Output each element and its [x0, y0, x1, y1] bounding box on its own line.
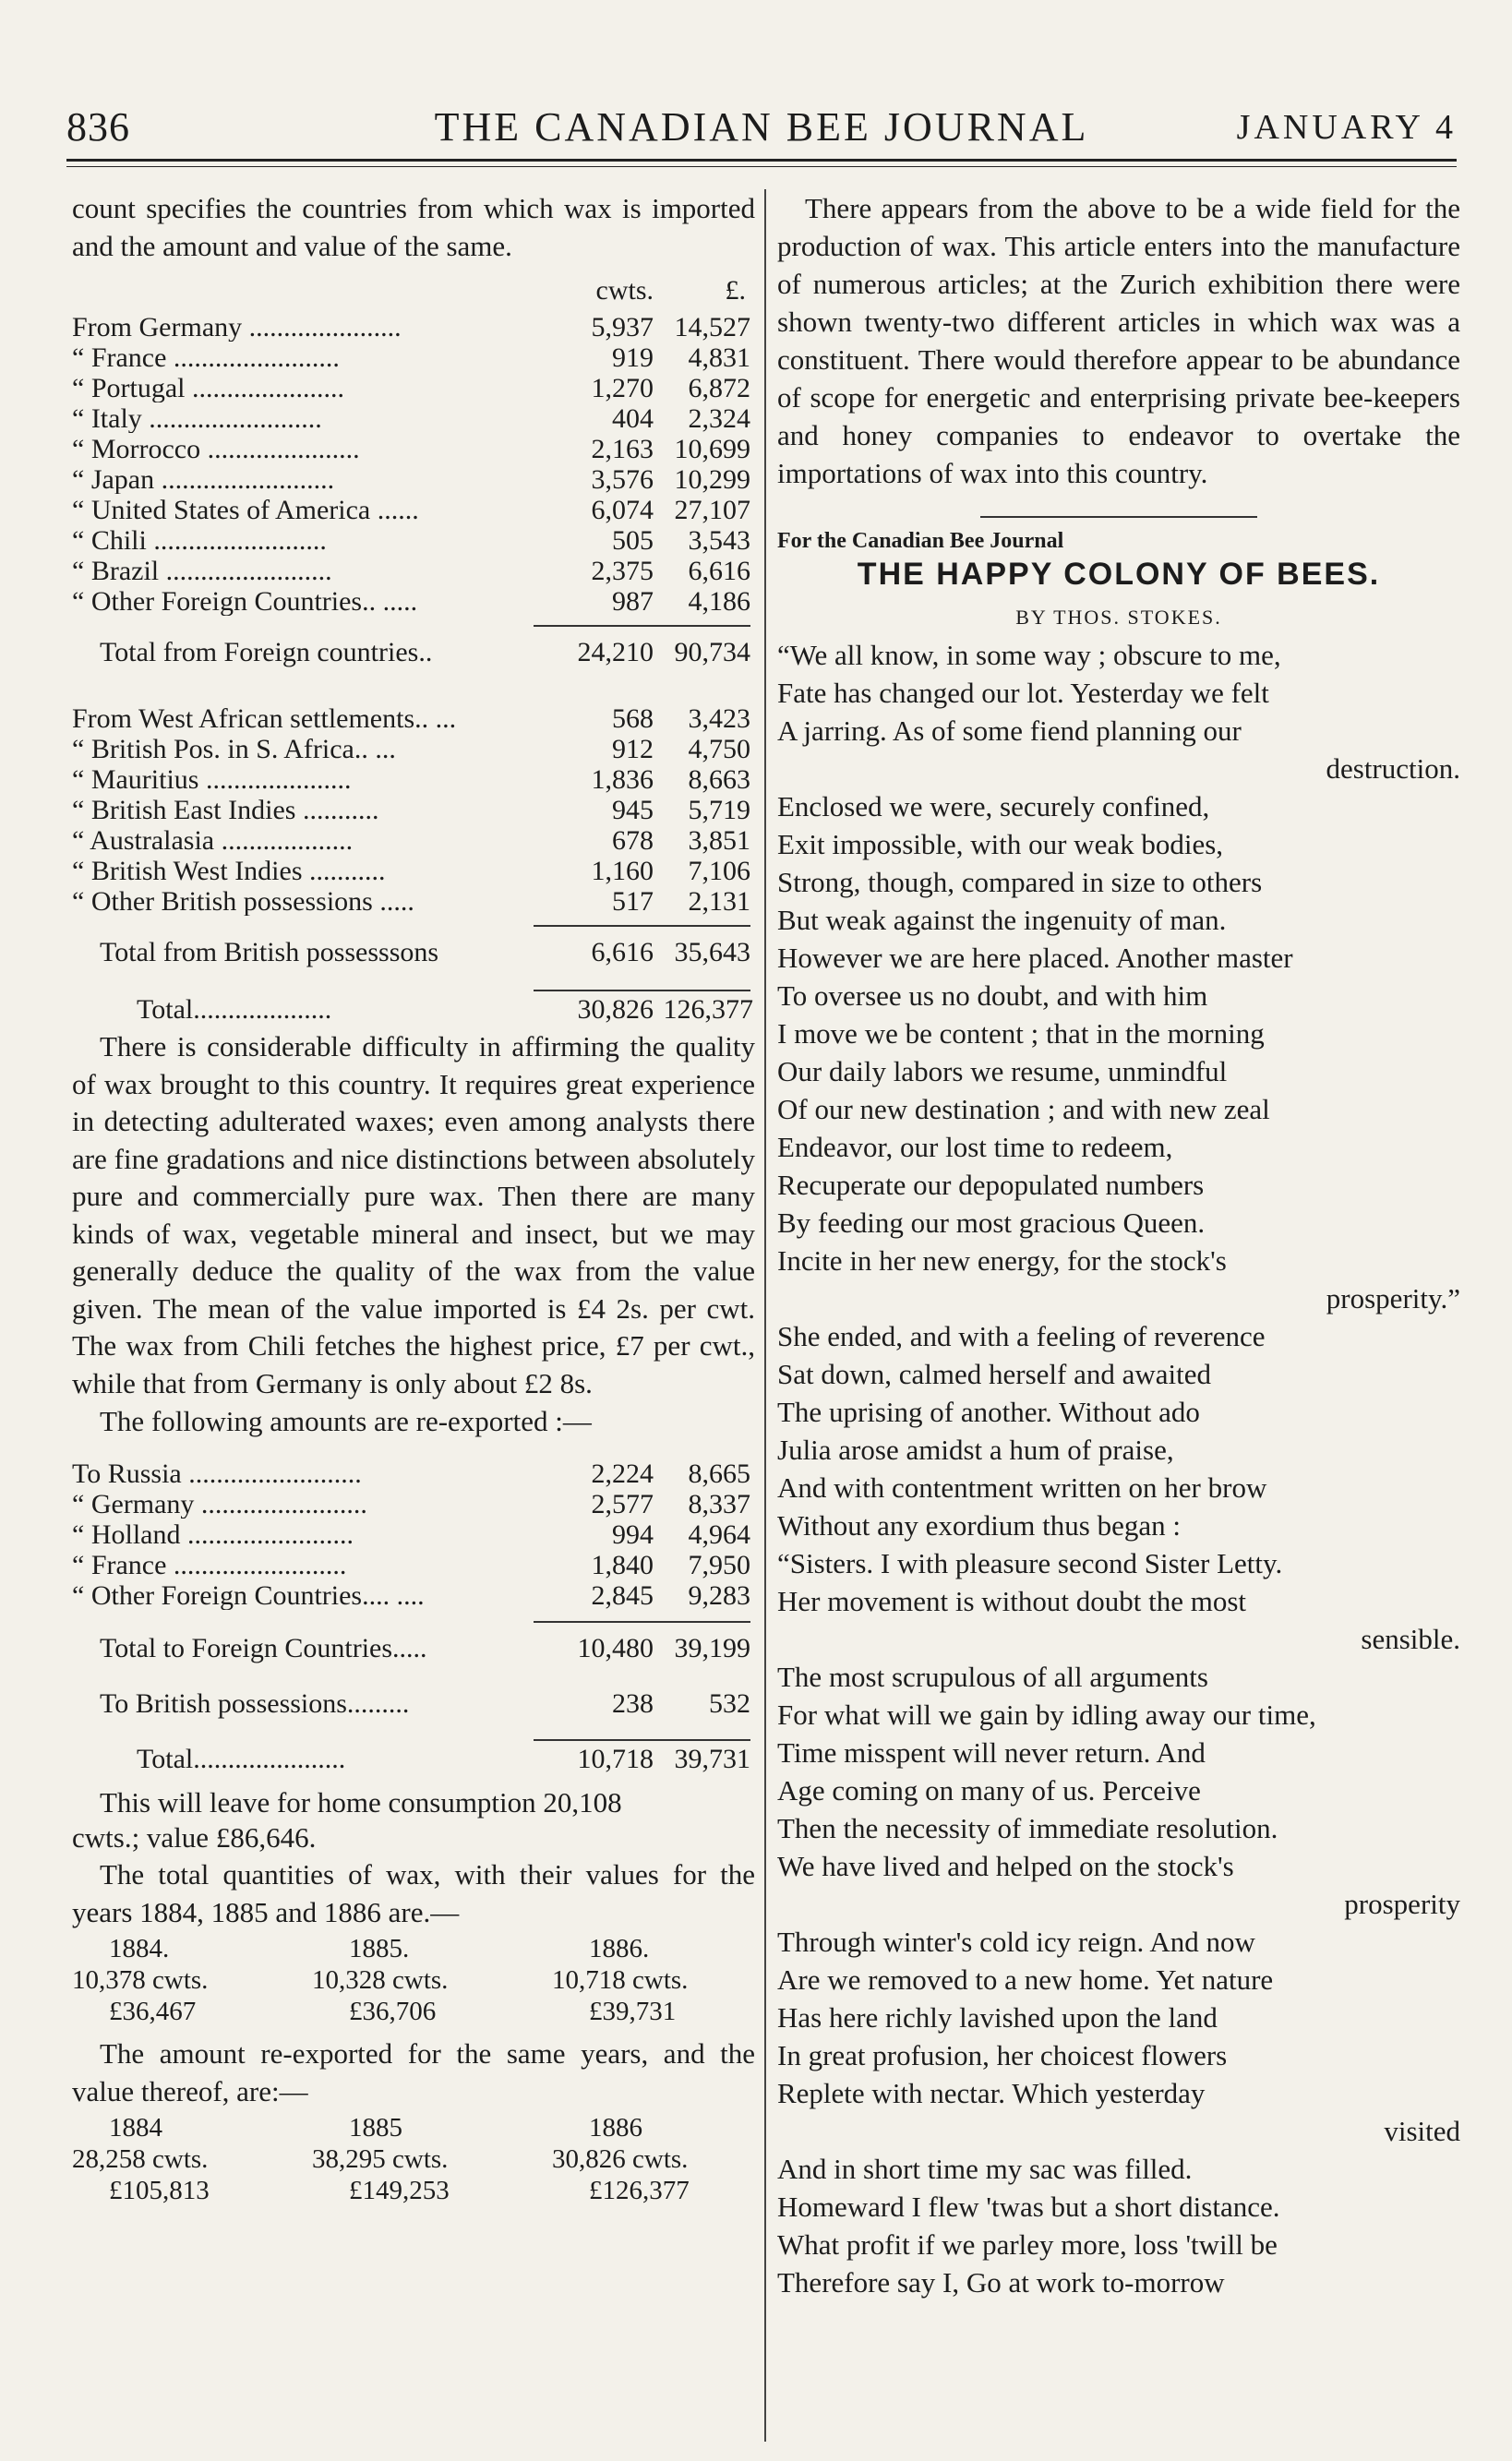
table-row [72, 887, 755, 918]
row-label: “ Portugal ...................... [72, 374, 344, 402]
row-value: 27,107 [674, 495, 750, 525]
header-rule-thin [66, 166, 1457, 167]
total-value: 39,199 [674, 1633, 750, 1663]
poem-line: Therefore say I, Go at work to-morrow [777, 2266, 1225, 2299]
poem-line: Then the necessity of immediate resolution. [777, 1812, 1278, 1844]
british-label: To British possessions......... [100, 1688, 410, 1719]
poem-line: prosperity [1344, 1888, 1460, 1920]
table-row [72, 1459, 755, 1490]
table-row [72, 313, 755, 343]
poem-line: Her movement is without doubt the most [777, 1585, 1247, 1617]
reexport-total-value: 39,731 [674, 1744, 750, 1774]
total-cwts: 10,480 [577, 1633, 654, 1663]
row-label: From Germany ...................... [72, 313, 402, 342]
article-title: THE HAPPY COLONY OF BEES. [857, 557, 1381, 592]
year-cwts: 10,378 cwts. [72, 1965, 209, 1995]
row-value: 6,872 [688, 373, 750, 403]
row-label: “ Chili ......................... [72, 526, 327, 555]
year-value: £105,813 [109, 2176, 210, 2205]
row-value: 7,106 [688, 856, 750, 886]
table-row [72, 1581, 755, 1612]
poem-line: prosperity.” [1326, 1282, 1460, 1315]
journal-title: THE CANADIAN BEE JOURNAL [434, 104, 1089, 150]
year-year: 1884 [109, 2113, 162, 2143]
year-value: £36,467 [109, 1997, 197, 2026]
poem-line: By feeding our most gracious Queen. [777, 1206, 1206, 1239]
poem-line: Time misspent will never return. And [777, 1736, 1206, 1769]
row-label: To Russia ......................... [72, 1459, 362, 1488]
poem-line: Sat down, calmed herself and awaited [777, 1358, 1211, 1390]
table-row [72, 1490, 755, 1520]
british-total-row [72, 938, 755, 990]
row-cwts: 3,576 [591, 464, 654, 495]
total-cwts: 24,210 [577, 637, 654, 667]
row-cwts: 987 [612, 586, 654, 617]
row-cwts: 1,836 [591, 764, 654, 795]
table-row [72, 796, 755, 826]
header-rule [66, 159, 1457, 162]
row-cwts: 1,270 [591, 373, 654, 403]
row-label: “ France ......................... [72, 1551, 347, 1579]
table-row [72, 465, 755, 496]
poem-line: Has here richly lavished upon the land [777, 2001, 1218, 2034]
quality-paragraph: There is considerable difficulty in affirming the quality of wax brought to this country. It requires great experience in detecting adulterated waxes; even among analysts there are fine gradations and nice distinctions between absolutely pure and commercially pure wax. Then there are many kinds of wax, vegetable mineral and insect, but we may generally deduce the quality of the wax from the value given. The mean of the value imported is £4 2s. per cwt. The wax from Chili fetches the highest price, £7 per cwt., while that from Germany is only about £2 8s. [72, 1030, 755, 1399]
table-row [72, 704, 755, 735]
grand-total-label: Total.................... [137, 994, 332, 1025]
row-value: 2,324 [688, 403, 750, 434]
table-row [72, 404, 755, 435]
total-rule [534, 1739, 750, 1741]
reexport-total-label: Total...................... [137, 1744, 346, 1774]
years-quantities [72, 1933, 755, 2035]
british-value: 532 [709, 1688, 750, 1719]
poem-line: destruction. [1326, 752, 1460, 785]
table-row [72, 374, 755, 404]
import-british-table [72, 704, 755, 918]
year-cwts: 38,295 cwts. [312, 2144, 449, 2174]
row-value: 4,831 [688, 342, 750, 373]
row-label: From West African settlements.. ... [72, 704, 457, 733]
poem-line: Through winter's cold icy reign. And now [777, 1926, 1255, 1958]
poem-line: visited [1384, 2115, 1460, 2147]
poem-line: Julia arose amidst a hum of praise, [777, 1434, 1174, 1466]
reexport-total-row [72, 1745, 755, 1783]
total-rule [534, 625, 750, 627]
row-label: “ Other Foreign Countries.... .... [72, 1581, 425, 1610]
row-value: 3,543 [688, 525, 750, 556]
poem-line: Our daily labors we resume, unmindful [777, 1055, 1228, 1087]
row-label: “ Other British possessions ..... [72, 887, 414, 916]
poem-line: We have lived and helped on the stock's [777, 1850, 1234, 1882]
row-value: 4,186 [688, 586, 750, 617]
year-value: £39,731 [589, 1997, 677, 2026]
grand-total-value: 126,377 [663, 994, 753, 1025]
table-row [72, 435, 755, 465]
table-row [72, 587, 755, 618]
home-consumption-line2: cwts.; value £86,646. [72, 1821, 317, 1854]
poem-line: But weak against the ingenuity of man. [777, 904, 1227, 936]
row-cwts: 2,163 [591, 434, 654, 464]
page-number: 836 [66, 104, 130, 150]
foreign-total-row [72, 638, 755, 684]
row-cwts: 912 [612, 734, 654, 764]
poem-line: Age coming on many of us. Perceive [777, 1774, 1201, 1807]
issue-date: JANUARY 4 [1236, 108, 1457, 147]
row-label: “ Holland ........................ [72, 1520, 354, 1549]
row-value: 3,851 [688, 825, 750, 856]
poem-line: Without any exordium thus began : [777, 1509, 1181, 1542]
table-row [72, 557, 755, 587]
table-row [72, 1551, 755, 1581]
table-row [72, 857, 755, 887]
col-head-pounds: £. [725, 275, 746, 306]
year-value: £36,706 [349, 1997, 437, 2026]
column-divider [764, 189, 766, 2442]
year-cwts: 30,826 cwts. [552, 2144, 689, 2174]
row-label: “ Germany ........................ [72, 1490, 367, 1519]
total-value: 90,734 [674, 637, 750, 667]
row-value: 4,750 [688, 734, 750, 764]
row-value: 3,423 [688, 703, 750, 734]
row-value: 9,283 [688, 1580, 750, 1611]
years-intro: The total quantities of wax, with their values for the years 1884, 1885 and 1886 are.— [72, 1858, 755, 1928]
row-value: 8,663 [688, 764, 750, 795]
import-foreign-table [72, 313, 755, 618]
left-column [72, 189, 755, 2214]
table-row [72, 735, 755, 765]
total-rule [534, 990, 750, 991]
grand-total-cwts: 30,826 [577, 994, 654, 1025]
table-head [72, 276, 755, 313]
row-cwts: 2,577 [591, 1489, 654, 1519]
poem-line: And with contentment written on her brow [777, 1471, 1267, 1504]
total-rule [534, 925, 750, 927]
poem-line: Recuperate our depopulated numbers [777, 1169, 1205, 1201]
poem-line: Incite in her new energy, for the stock's [777, 1244, 1227, 1277]
row-value: 4,964 [688, 1519, 750, 1550]
reexport-table [72, 1459, 755, 1612]
poem-line: However we are here placed. Another master [777, 942, 1293, 974]
poem-line: In great profusion, her choicest flowers [777, 2039, 1228, 2071]
row-label: “ British Pos. in S. Africa.. ... [72, 735, 396, 763]
year-value: £126,377 [589, 2176, 690, 2205]
row-cwts: 1,840 [591, 1550, 654, 1580]
table-row [72, 526, 755, 557]
poem-line: And in short time my sac was filled. [777, 2153, 1193, 2185]
row-label: “ Italy ......................... [72, 404, 322, 433]
row-label: “ Morrocco ...................... [72, 435, 360, 463]
grand-total-row [72, 995, 755, 1028]
wax-field-paragraph: There appears from the above to be a wide field for the production of wax. This article enters into the manufacture of numerous articles; at the Zurich exhibition there were shown twenty-two different articles in which wax was a constituent. There would therefore appear to be abundance of scope for energetic and enterprising private bee-keepers and honey companies to endeavor to overtake the importations of wax into this country. [777, 192, 1460, 489]
row-cwts: 6,074 [591, 495, 654, 525]
poem-line: Are we removed to a new home. Yet nature [777, 1963, 1274, 1996]
reexport-british-row [72, 1689, 755, 1735]
poem-line: Fate has changed our lot. Yesterday we felt [777, 677, 1269, 709]
table-row [72, 496, 755, 526]
year-year: 1884. [109, 1934, 170, 1963]
article-source: For the Canadian Bee Journal [777, 529, 1064, 553]
row-value: 8,337 [688, 1489, 750, 1519]
table-row [72, 826, 755, 857]
poem-line: Homeward I flew 'twas but a short distance. [777, 2191, 1280, 2223]
year-year: 1886. [589, 1934, 650, 1963]
row-value: 5,719 [688, 795, 750, 825]
row-cwts: 404 [612, 403, 654, 434]
row-cwts: 919 [612, 342, 654, 373]
total-label: Total to Foreign Countries..... [100, 1633, 427, 1663]
row-label: “ Other Foreign Countries.. ..... [72, 587, 418, 616]
year-cwts: 10,328 cwts. [312, 1965, 449, 1995]
row-cwts: 945 [612, 795, 654, 825]
poem-line: Exit impossible, with our weak bodies, [777, 828, 1224, 860]
row-cwts: 517 [612, 886, 654, 917]
reexport-total-cwts: 10,718 [577, 1744, 654, 1774]
poem-line: “We all know, in some way ; obscure to me, [777, 639, 1281, 671]
year-year: 1885 [349, 2113, 402, 2143]
row-cwts: 505 [612, 525, 654, 556]
table-row [72, 343, 755, 374]
row-cwts: 2,845 [591, 1580, 654, 1611]
col-head-cwts: cwts. [595, 275, 654, 306]
total-value: 35,643 [674, 937, 750, 967]
poem-line: Enclosed we were, securely confined, [777, 790, 1210, 822]
year-year: 1886 [589, 2113, 642, 2143]
row-cwts: 678 [612, 825, 654, 856]
poem-line: I move we be content ; that in the morning [777, 1017, 1265, 1050]
poem-line: For what will we gain by idling away our time, [777, 1699, 1316, 1731]
total-label: Total from Foreign countries.. [100, 637, 433, 667]
row-label: “ United States of America ...... [72, 496, 419, 524]
row-cwts: 568 [612, 703, 654, 734]
poem-line: sensible. [1361, 1623, 1460, 1655]
years-reexport-quantities [72, 2112, 755, 2214]
poem-line: She ended, and with a feeling of reverence [777, 1320, 1266, 1352]
poem-line: “Sisters. I with pleasure second Sister Letty. [777, 1547, 1283, 1579]
year-cwts: 10,718 cwts. [552, 1965, 689, 1995]
table-row [72, 1520, 755, 1551]
poem-line: Replete with nectar. Which yesterday [777, 2077, 1206, 2109]
poem [777, 636, 1460, 2301]
reexport-foreign-total-row [72, 1634, 755, 1680]
years-reexport-intro: The amount re-exported for the same years, and the value thereof, are:— [72, 2037, 755, 2107]
row-value: 6,616 [688, 556, 750, 586]
year-year: 1885. [349, 1934, 410, 1963]
section-ornament [777, 501, 1460, 529]
row-cwts: 1,160 [591, 856, 654, 886]
intro-paragraph: count specifies the countries from which wax is imported and the amount and value of the same. [72, 192, 755, 262]
poem-line: A jarring. As of some fiend planning our [777, 714, 1242, 747]
row-label: “ Mauritius ..................... [72, 765, 352, 794]
home-consumption-line1: This will leave for home consumption 20,108 [100, 1786, 622, 1819]
row-cwts: 5,937 [591, 312, 654, 342]
british-cwts: 238 [612, 1688, 654, 1719]
row-label: “ Australasia ................... [72, 826, 354, 855]
total-cwts: 6,616 [591, 937, 654, 967]
row-label: “ British East Indies ........... [72, 796, 379, 824]
total-rule [534, 1621, 750, 1623]
row-cwts: 994 [612, 1519, 654, 1550]
poem-line: To oversee us no doubt, and with him [777, 979, 1208, 1012]
right-column [777, 189, 1460, 2301]
row-label: “ France ........................ [72, 343, 340, 372]
row-value: 14,527 [674, 312, 750, 342]
row-value: 10,699 [674, 434, 750, 464]
article-byline: BY THOS. STOKES. [1015, 606, 1222, 629]
row-cwts: 2,224 [591, 1459, 654, 1489]
row-label: “ Japan ......................... [72, 465, 335, 494]
poem-line: The most scrupulous of all arguments [777, 1661, 1208, 1693]
table-row [72, 765, 755, 796]
total-label: Total from British possesssons [100, 937, 439, 967]
poem-line: What profit if we parley more, loss 'twill be [777, 2228, 1278, 2261]
poem-line: Strong, though, compared in size to others [777, 866, 1263, 898]
reexport-intro: The following amounts are re-exported :— [100, 1405, 592, 1437]
row-label: “ Brazil ........................ [72, 557, 332, 585]
poem-line: Of our new destination ; and with new zeal [777, 1093, 1270, 1125]
row-value: 10,299 [674, 464, 750, 495]
poem-line: Endeavor, our lost time to redeem, [777, 1131, 1173, 1163]
row-value: 8,665 [688, 1459, 750, 1489]
row-label: “ British West Indies ........... [72, 857, 386, 885]
row-cwts: 2,375 [591, 556, 654, 586]
year-cwts: 28,258 cwts. [72, 2144, 209, 2174]
year-value: £149,253 [349, 2176, 450, 2205]
row-value: 2,131 [688, 886, 750, 917]
row-value: 7,950 [688, 1550, 750, 1580]
poem-line: The uprising of another. Without ado [777, 1396, 1200, 1428]
